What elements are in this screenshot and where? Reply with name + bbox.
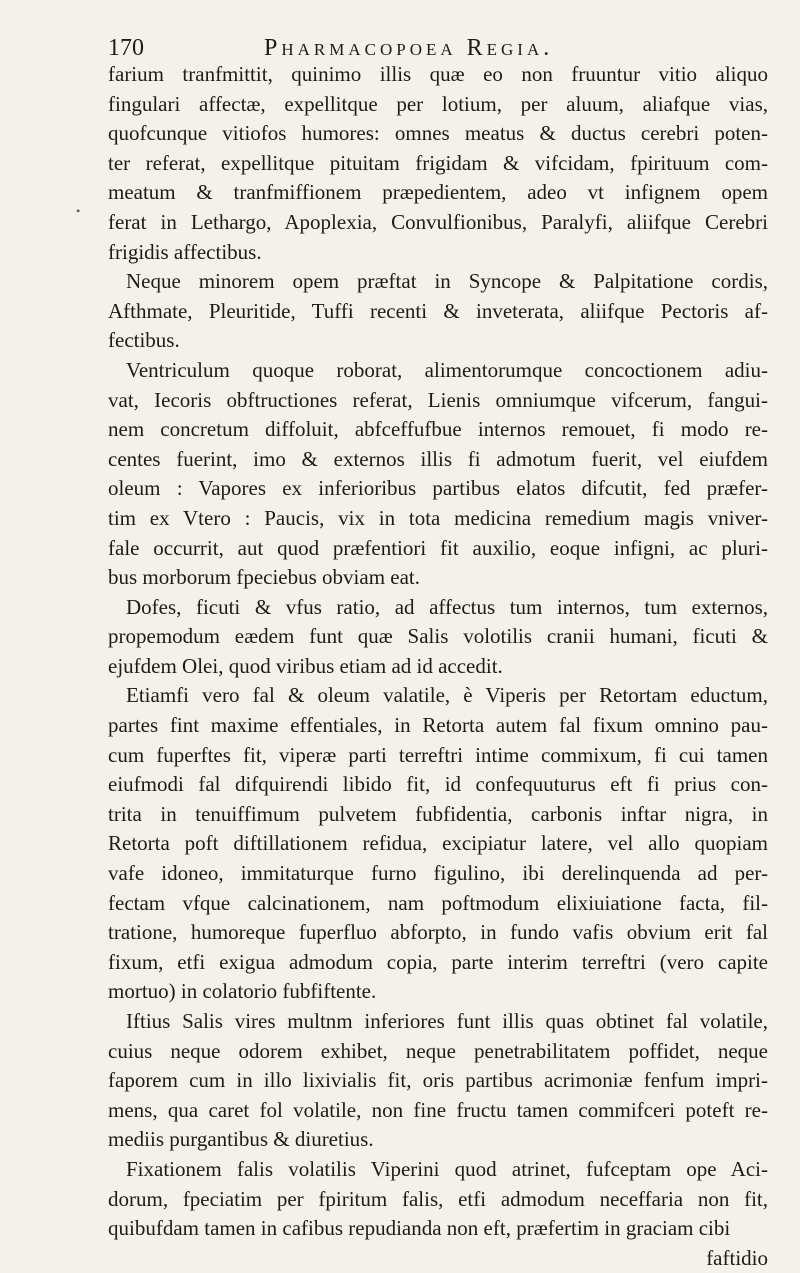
text-line: Afthmate, Pleuritide, Tuffi recenti & inveterata, aliifque Pectoris af- <box>108 298 768 323</box>
text-line: Retorta poft diftillationem refidua, excipiatur latere, vel allo quopiam <box>108 831 768 856</box>
text-line: Dofes, ficuti & vfus ratio, ad affectus tum internos, tum externos, <box>126 594 768 619</box>
text-line: quofcunque vitiofos humores: omnes meatus & ductus cerebri poten- <box>108 121 768 146</box>
paragraph <box>108 60 768 267</box>
catchword: faftidio <box>706 1245 768 1270</box>
text-line: Ventriculum quoque roborat, alimentorumque concoctionem adiu- <box>126 357 768 382</box>
paragraph <box>108 1007 768 1155</box>
text-line: Iftius Salis vires multnm inferiores funt illis quas obtinet fal volatile, <box>126 1009 768 1033</box>
paragraph <box>108 1155 768 1244</box>
text-line: Neque minorem opem præftat in Syncope & Palpitatione cordis, <box>126 269 768 294</box>
text-line: Etiamfi vero fal & oleum valatile, è Viperis per Retortam eductum, <box>126 683 768 708</box>
text-line: fingulari affectæ, expellitque per lotium, per aluum, aliafque vias, <box>108 91 768 116</box>
paragraph <box>108 267 768 356</box>
text-line: trita in tenuiffimum pulvetem fubfidentia, carbonis inftar nigra, in <box>108 801 768 826</box>
text-line: farium tranfmittit, quinimo illis quæ eo non fruuntur vitio aliquo <box>108 62 768 86</box>
text-line: dorum, fpeciatim per fpiritum falis, etfi admodum neceffaria non fit, <box>108 1186 768 1211</box>
text-line: vat, Iecoris obftructiones referat, Lienis omniumque vifcerum, fangui- <box>108 387 768 412</box>
text-line: centes fuerint, imo & externos illis fi admotum fuerit, vel eiufdem <box>108 446 768 471</box>
text-line: partes fint maxime effentiales, in Retorta autem fal fixum omnino pau- <box>108 713 768 738</box>
text-line: oleum : Vapores ex inferioribus partibus elatos difcutit, fed præfer- <box>108 476 768 501</box>
page-number: 170 <box>108 35 144 61</box>
text-line: propemodum eædem funt quæ Salis volotilis cranii humani, ficuti & <box>108 624 768 649</box>
margin-dot-mark: • <box>76 204 81 218</box>
text-line: ferat in Lethargo, Apoplexia, Convulfionibus, Paralyfi, aliifque Cerebri <box>108 209 768 234</box>
text-line: mortuo) in colatorio fubfiftente. <box>108 979 377 1004</box>
text-line: ejufdem Olei, quod viribus etiam ad id accedit. <box>108 653 503 678</box>
text-line: mens, qua caret fol volatile, non fine fructu tamen commifceri poteft re- <box>108 1097 768 1122</box>
text-line: fectibus. <box>108 328 180 353</box>
text-line: eiufmodi fal difquirendi libido fit, id confequuturus eft fi prius con- <box>108 772 768 797</box>
text-line: frigidis affectibus. <box>108 239 262 264</box>
text-line: cuius neque odorem exhibet, neque penetrabilitatem poffidet, neque <box>108 1038 768 1063</box>
text-line: bus morborum fpeciebus obviam eat. <box>108 565 421 590</box>
text-line: Fixationem falis volatilis Viperini quod atrinet, fufceptam ope Aci- <box>126 1156 768 1181</box>
text-line: ter referat, expellitque pituitam frigidam & vifcidam, fpirituum com- <box>108 150 768 175</box>
paragraph <box>108 681 768 1007</box>
paragraph <box>108 593 768 682</box>
text-line: fectam vfque calcinationem, nam poftmodum elixiuiatione facta, fil- <box>108 890 768 915</box>
paragraph <box>108 356 768 593</box>
text-line: nem concretum diffoluit, abfceffufbue internos remouet, fi modo re- <box>108 417 768 442</box>
running-title: Pharmacopoea Regia. <box>264 35 554 61</box>
text-line: quibufdam tamen in cafibus repudianda non eft, præfertim in graciam cibi <box>108 1216 731 1241</box>
text-line: meatum & tranfmiffionem præpedientem, adeo vt infignem opem <box>108 180 768 205</box>
text-line: tim ex Vtero : Paucis, vix in tota medicina remedium magis vniver- <box>108 505 768 530</box>
text-line: cum fuperftes fit, viperæ parti terreftri intime commixum, fi cui tamen <box>108 742 768 767</box>
body-text <box>108 60 768 1273</box>
text-line: mediis purgantibus & diuretius. <box>108 1127 374 1152</box>
text-line: vafe idoneo, immitaturque furno figulino, ibi derelinquenda ad per- <box>108 861 768 886</box>
text-line: faporem cum in illo lixivialis fit, oris partibus acrimoniæ fenfum impri- <box>108 1068 768 1093</box>
text-line: tratione, humoreque fuperfluo abforpto, in fundo vafis obvium erit fal <box>108 920 768 945</box>
text-line: fale occurrit, aut quod præfentiori fit auxilio, eoque infigni, ac pluri- <box>108 535 768 560</box>
text-line: fixum, etfi exigua admodum copia, parte interim terreftri (vero capite <box>108 949 768 974</box>
